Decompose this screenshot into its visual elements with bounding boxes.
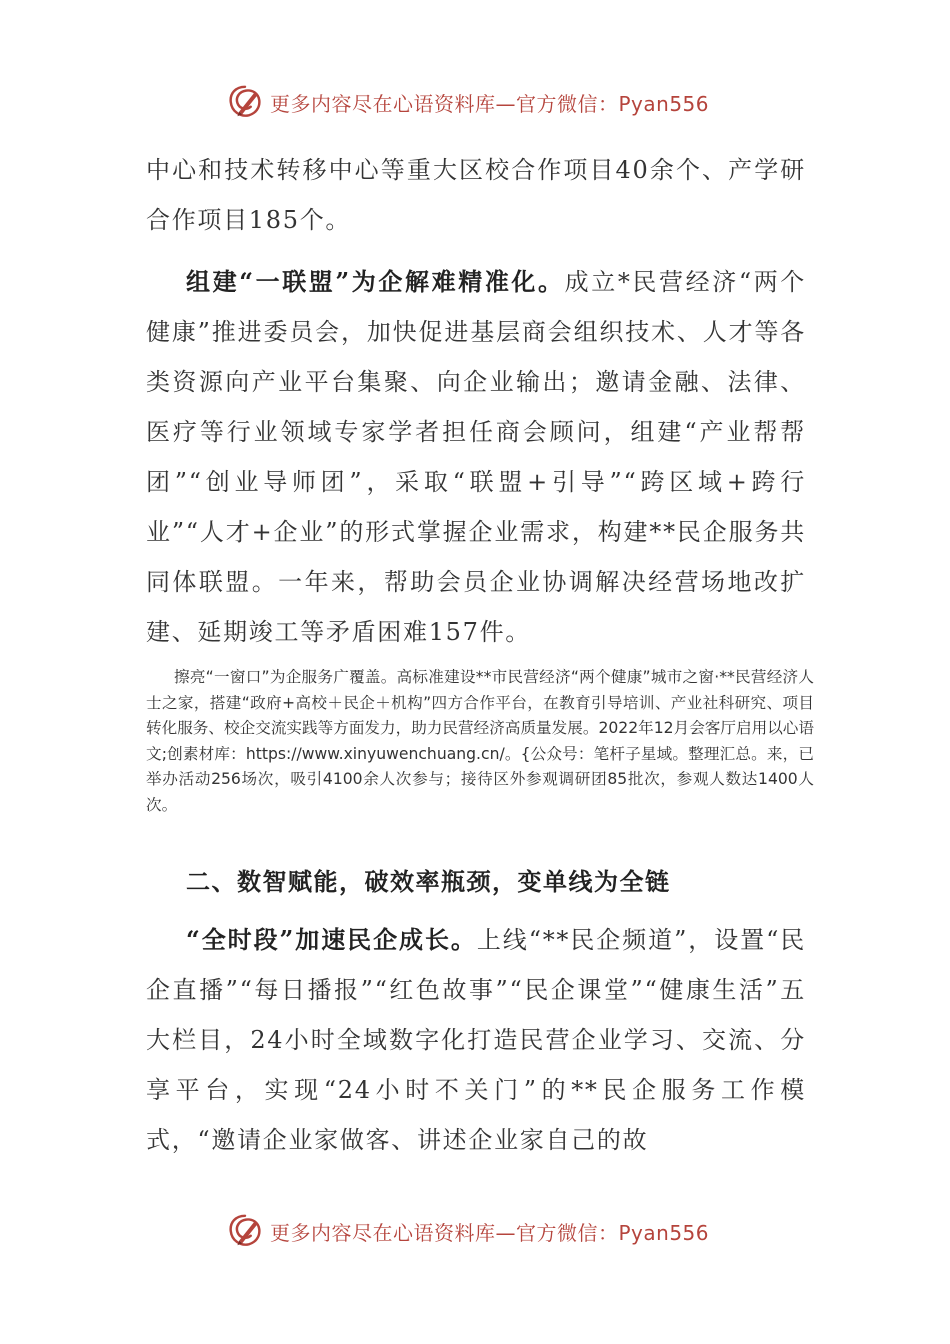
paragraph-alltime [146,915,806,1165]
banner-text: 更多内容尽在心语资料库—官方微信：Pyan556 [270,91,710,116]
paragraph-body: 上线“**民企频道”，设置“民企直播”“每日播报”“红色故事”“民企课堂”“健康生活”五大栏目，24小时全域数字化打造民营企业学习、交流、分享平台，实现“24小时不关门”的**民企服务工作模式，“邀请企业家做客、讲述企业家自己的故 [146,926,807,1154]
pen-swirl-logo-icon [226,83,264,121]
paragraph-body: 成立*民营经济“两个健康”推进委员会，加快促进基层商会组织技术、人才等各类资源向产业平台集聚、向企业输出；邀请金融、法律、医疗等行业领域专家学者担任商会顾问，组建“产业帮帮团”“创业导师团”，采取“联盟+引导”“跨区域+跨行业”“人才+企业”的形式掌握企业需求，构建**民企服务共同体联盟。一年来，帮助会员企业协调解决经营场地改扩建、延期竣工等矛盾困难157件。 [146,268,806,646]
header-banner [226,82,746,122]
footer-banner [226,1211,746,1251]
paragraph-lead: 组建“一联盟”为企解难精准化。 [186,267,565,296]
paragraph-lead: “全时段”加速民企成长。 [186,925,477,954]
section-heading: 二、数智赋能，破效率瓶颈，变单线为全链 [186,867,671,896]
pen-swirl-logo-icon [226,1212,264,1250]
paragraph-window: 擦亮“一窗口”为企服务广覆盖。高标准建设**市民营经济“两个健康”城市之窗·**民营经济人士之家，搭建“政府+高校＋民企＋机构”四方合作平台，在教育引导培训、产业社科研究、项目转化服务、校企交流实践等方面发力，助力民营经济高质量发展。2022年12月会客厅启用以心语文;创素材库：https://www.xinyuwenchuang.cn/。{公众号：笔杆子星域。整理汇总。来，已举办活动256场次，吸引4100余人次参与；接待区外参观调研团85批次，参观人数达1400人次。 [146,668,814,814]
paragraph-alliance [146,257,806,657]
banner-text: 更多内容尽在心语资料库—官方微信：Pyan556 [270,1220,710,1245]
paragraph-continuation: 中心和技术转移中心等重大区校合作项目40余个、产学研合作项目185个。 [146,156,806,234]
